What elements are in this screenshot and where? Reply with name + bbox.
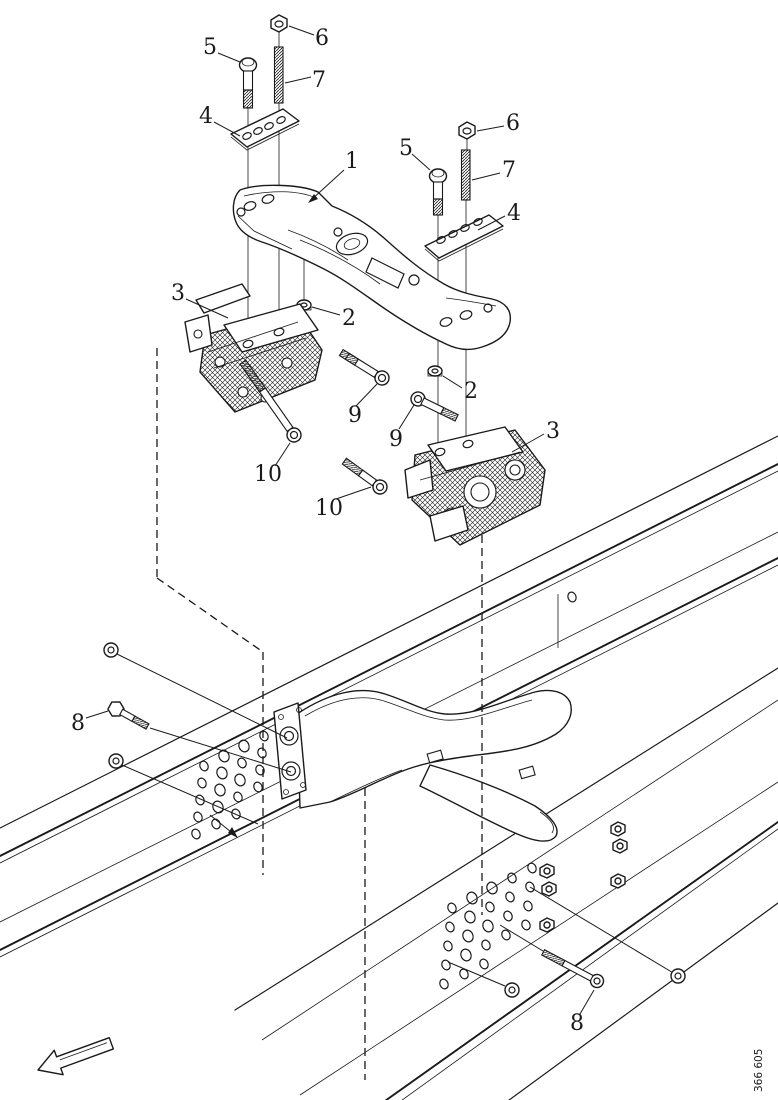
callout-1: 1 <box>345 149 359 174</box>
callout-3a: 3 <box>171 281 185 306</box>
rivet-grid-rear-rail <box>438 862 537 990</box>
frame-fasteners-right <box>448 887 685 997</box>
mount-bolt-9a <box>338 347 392 388</box>
retaining-plate-left <box>231 109 299 150</box>
hex-bolt-8-left <box>106 699 151 734</box>
hex-bolt-top-right <box>430 169 447 215</box>
callout-2b: 2 <box>464 379 478 404</box>
drawing-number: 366 605 <box>753 1048 765 1092</box>
callout-4a: 4 <box>199 104 213 129</box>
callout-7b: 7 <box>502 158 516 183</box>
bolt-head <box>104 643 118 657</box>
retaining-plate-right <box>425 215 503 261</box>
callout-3b: 3 <box>546 419 560 444</box>
callout-4b: 4 <box>507 201 521 226</box>
nut-right <box>459 122 475 139</box>
bolt-head <box>505 983 519 997</box>
mount-bolt-10b <box>340 455 389 496</box>
callout-7a: 7 <box>312 68 326 93</box>
callout-2a: 2 <box>342 306 356 331</box>
washer-right <box>428 366 442 376</box>
callout-10a: 10 <box>254 462 282 487</box>
rail-hole <box>567 591 578 603</box>
frame-crossmember-bracket <box>274 690 571 841</box>
callout-9a: 9 <box>348 403 362 428</box>
callout-labels <box>71 26 584 1036</box>
bracket-clip <box>519 766 535 779</box>
callout-5a: 5 <box>203 35 217 60</box>
bolt-head <box>671 969 685 983</box>
callout-8b: 8 <box>570 1011 584 1036</box>
callout-8a: 8 <box>71 711 85 736</box>
stud-left <box>275 47 284 103</box>
callout-10b: 10 <box>315 496 343 521</box>
callout-6a: 6 <box>315 26 329 51</box>
callout-5b: 5 <box>399 136 413 161</box>
callout-9b: 9 <box>389 427 403 452</box>
mount-bolt-9b <box>409 390 460 425</box>
rivet-locator-arrow <box>210 815 238 838</box>
direction-of-travel-arrow-icon <box>34 1031 116 1082</box>
hex-bolt-top-left <box>240 58 257 108</box>
callout-6b: 6 <box>506 111 520 136</box>
stud-right <box>462 150 471 200</box>
bolt-head <box>109 754 123 768</box>
nut-left <box>271 15 287 32</box>
